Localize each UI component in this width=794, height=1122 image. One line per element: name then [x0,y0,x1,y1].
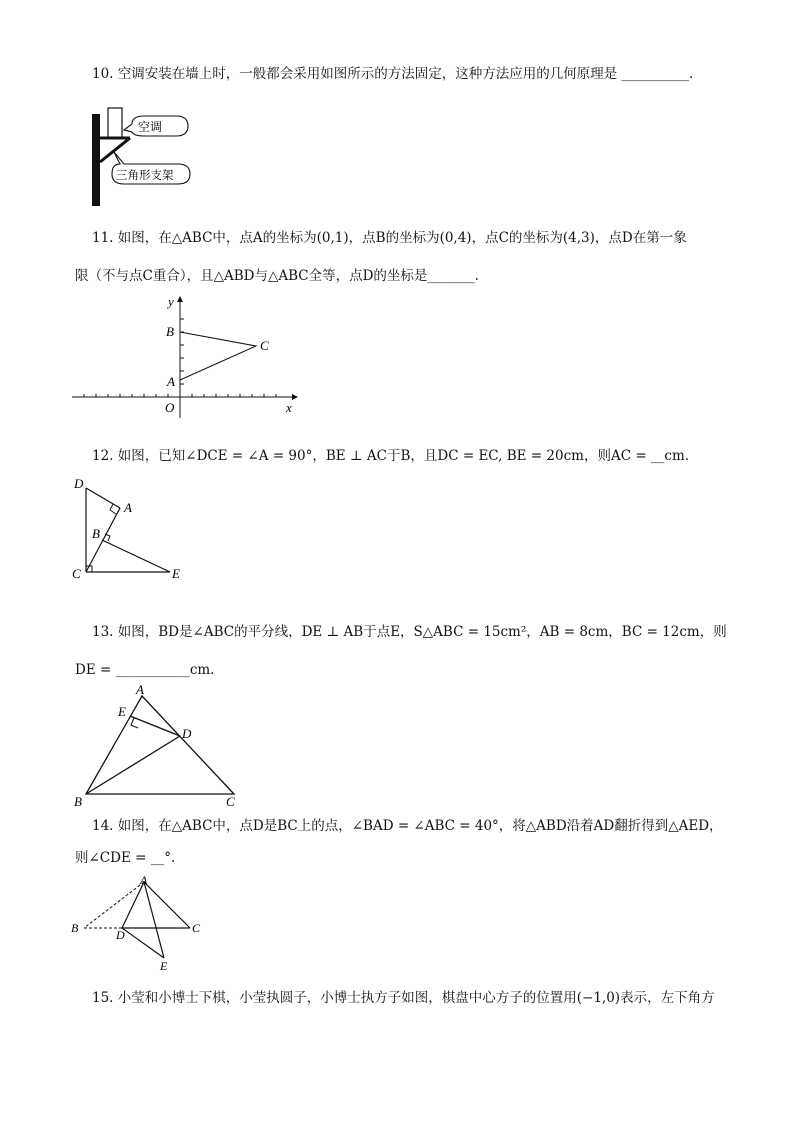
label-d: D [116,928,125,942]
label-e: E [160,959,168,973]
segment-de [130,716,180,736]
label-a: A [124,500,132,515]
label-y: y [168,294,174,309]
label-a: A [167,374,175,389]
label-ac: 空调 [138,120,163,134]
label-x: x [286,400,292,415]
q12-figure [70,474,200,584]
q14-line1: 14. 如图，在△ABC中，点D是BC上的点，∠BAD = ∠ABC = 40°，将△ABD沿着AD翻折得到△AED， [92,818,723,834]
wall [92,114,100,206]
q11-line2: 限（不与点C重合），且△ABD与△ABC全等，点D的坐标是_______. [75,268,479,284]
right-angle-e [131,718,138,728]
x-axis-arrow [292,394,298,400]
label-o: O [165,400,175,415]
air-conditioner [108,108,122,138]
segment-ab-dashed [84,882,144,928]
segment-da [86,488,120,508]
q13-line1: 13. 如图，BD是∠ABC的平分线，DE ⊥ AB于点E，S△ABC = 15cm²，AB = 8cm，BC = 12cm，则 [92,624,727,640]
label-d: D [74,476,84,491]
q11-figure [70,292,310,422]
label-b: B [92,526,100,541]
label-b: B [74,794,82,809]
label-a: A [136,682,144,697]
triangle-abc [180,332,256,380]
label-b: B [71,921,79,935]
segment-ac [144,882,190,928]
label-e: E [172,566,180,581]
segment-be [102,540,170,572]
q14-figure [68,870,218,974]
q14-line2: 则∠CDE = __°. [75,850,176,866]
y-ticks [180,319,184,384]
label-b: B [166,324,174,339]
bracket-diagonal [100,138,130,162]
triangle-abc [86,696,234,794]
label-c: C [226,794,235,809]
label-c: C [72,566,81,581]
segment-bd [86,736,180,794]
label-c: C [192,921,201,935]
q11-line1: 11. 如图，在△ABC中，点A的坐标为(0,1)，点B的坐标为(0,4)，点C的坐标为(4,3)，点D在第一象 [92,230,687,246]
label-c: C [260,338,269,353]
q15-line1: 15. 小莹和小博士下棋，小莹执圆子，小博士执方子如图，棋盘中心方子的位置用(−1,0)表示，左下角方 [92,990,715,1006]
q13-line2: DE = ___________cm. [75,662,215,678]
q10-figure [84,104,204,214]
label-d: D [182,726,192,741]
q13-figure [70,682,250,810]
label-a: A [140,873,148,887]
q12-line1: 12. 如图，已知∠DCE = ∠A = 90°，BE ⊥ AC于B，且DC = EC, BE = 20cm，则AC = __cm. [92,448,690,464]
label-e: E [118,704,126,719]
q10-line1: 10. 空调安装在墙上时，一般都会采用如图所示的方法固定，这种方法应用的几何原理是 __________. [92,66,694,82]
segment-ad [122,882,144,928]
label-bracket: 三角形支架 [116,168,174,182]
segment-ae [144,882,164,958]
y-axis-arrow [177,296,183,302]
